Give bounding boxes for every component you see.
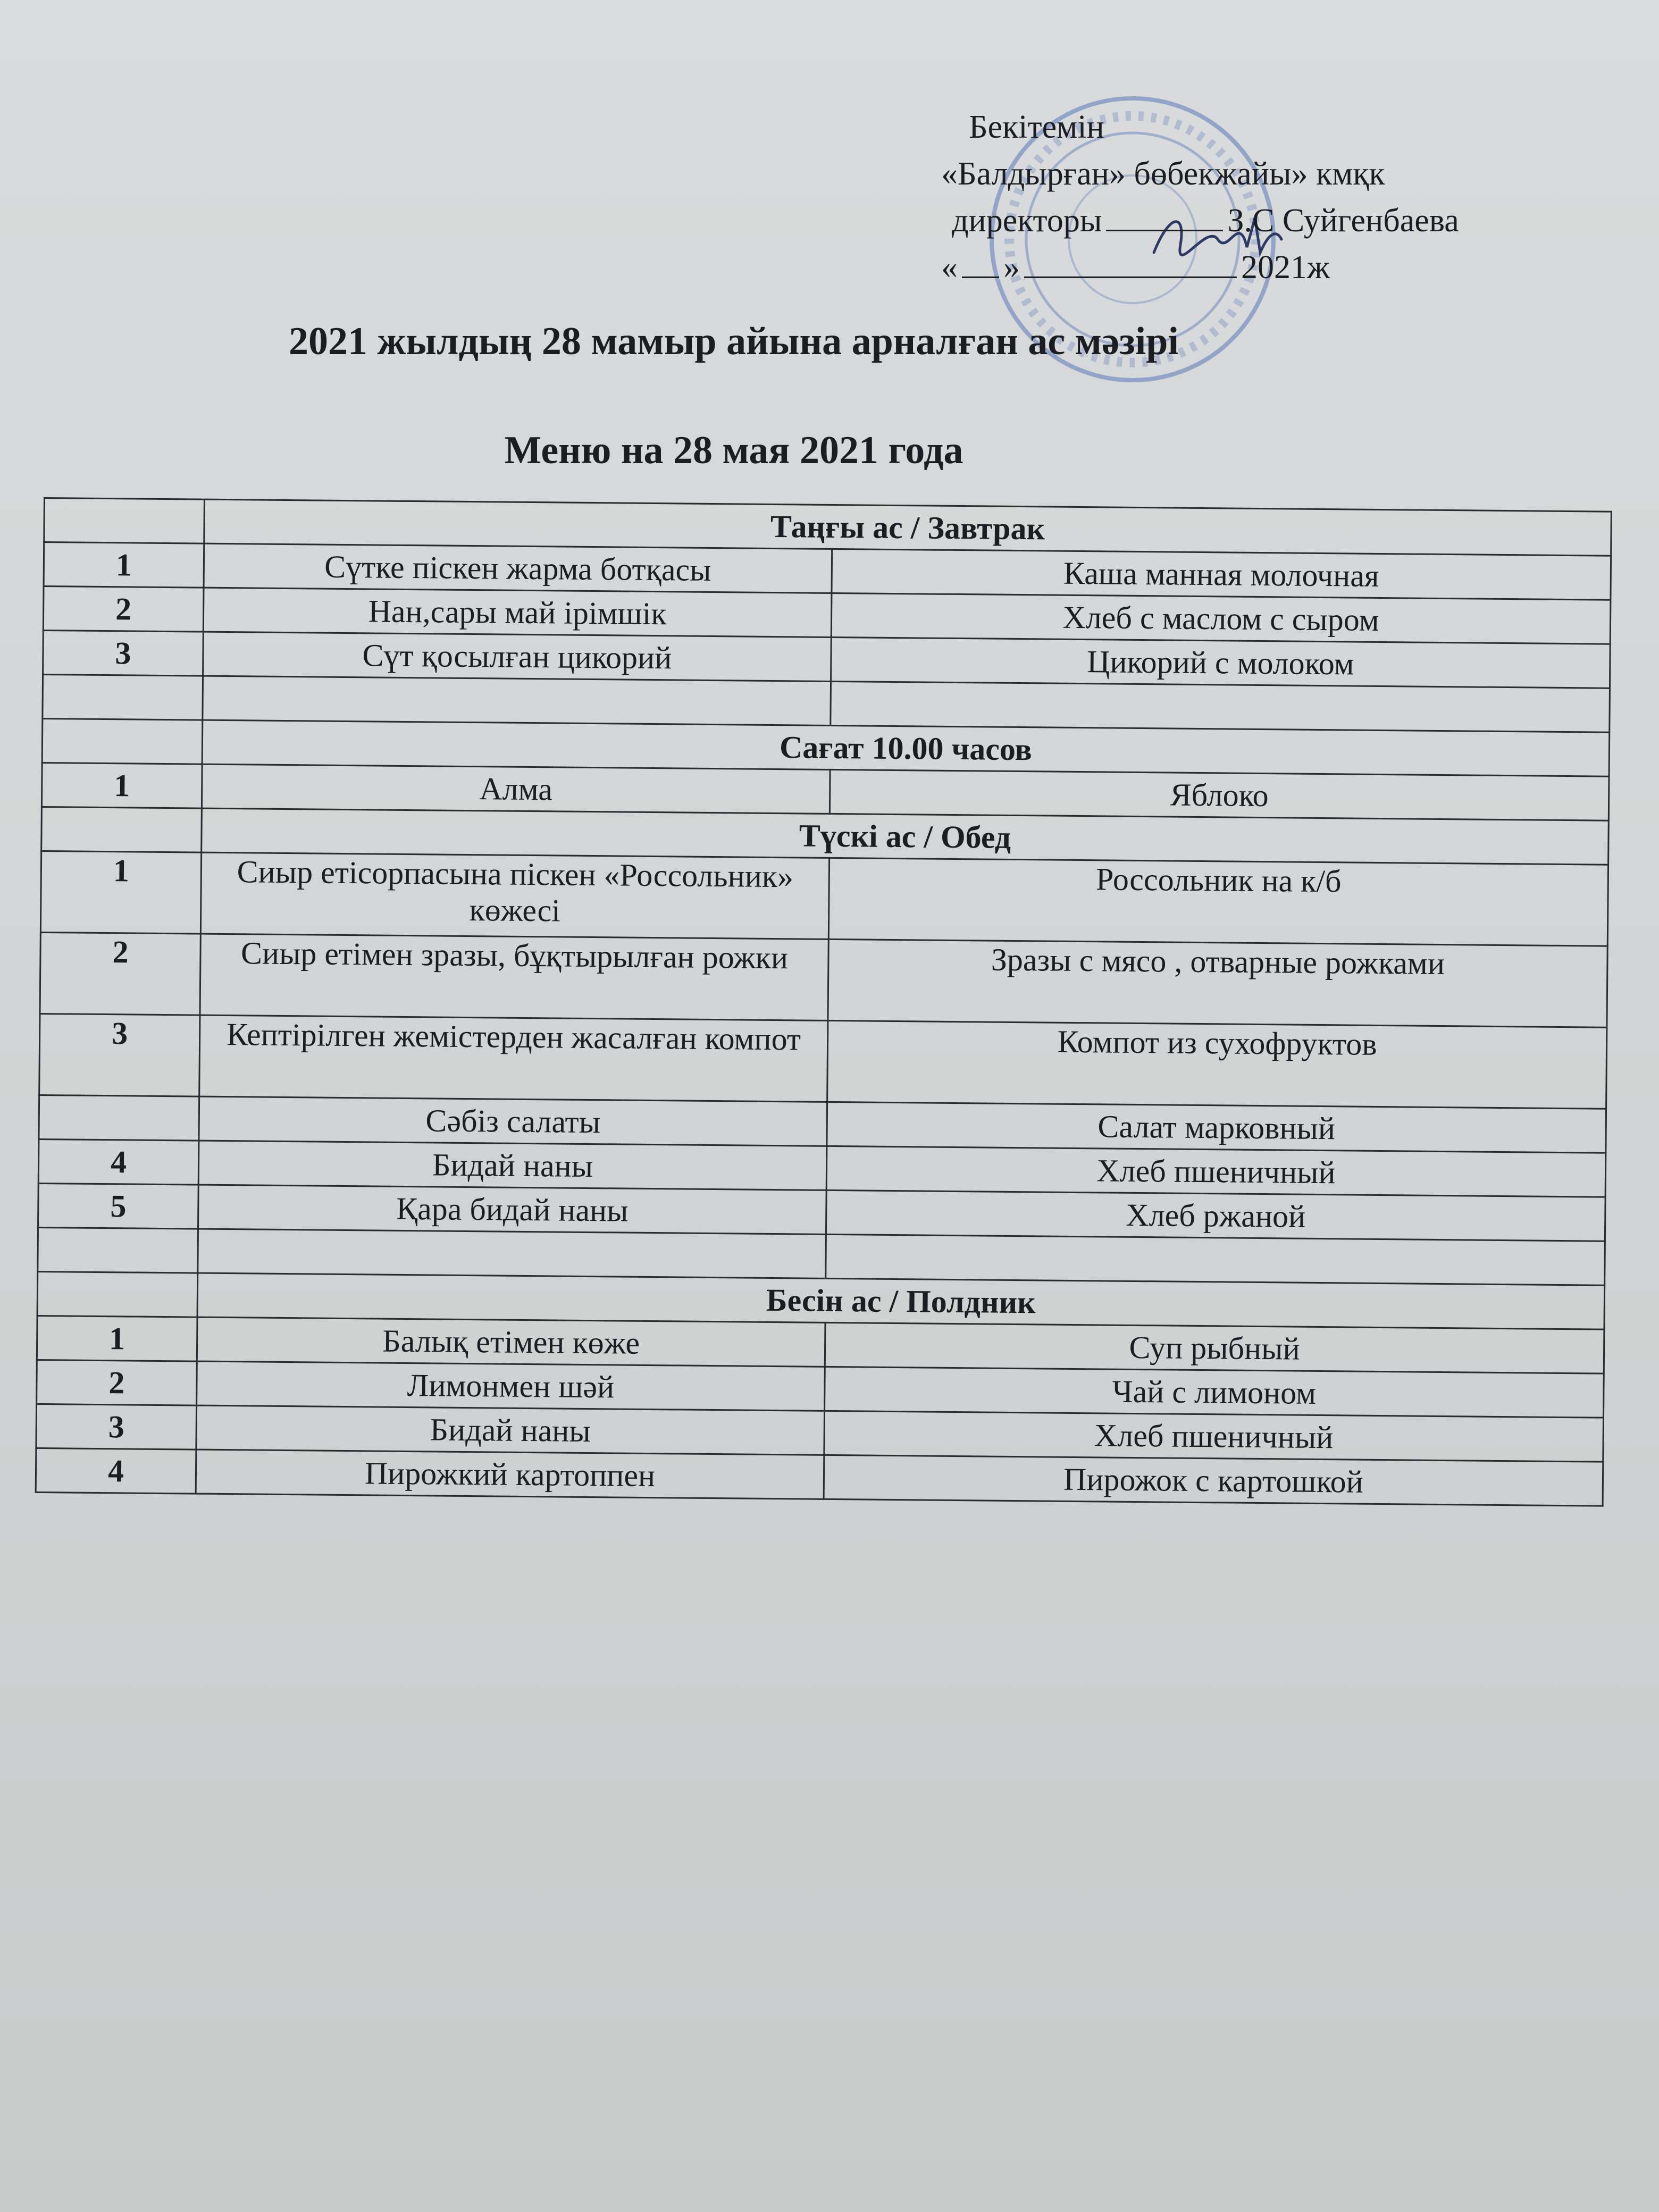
row-number: 3	[36, 1404, 197, 1449]
dish-kz: Сиыр етімен зразы, бұқтырылған рожки	[200, 934, 828, 1020]
row-number: 4	[36, 1448, 196, 1494]
dish-ru: Салат марковный	[827, 1102, 1606, 1153]
dish-kz: Сәбіз салаты	[199, 1096, 827, 1146]
dish-kz	[198, 1229, 826, 1278]
dish-ru: Чай с лимоном	[825, 1367, 1604, 1418]
approval-organization: «Балдырған» бөбекжайы» кмқк	[941, 156, 1385, 192]
dish-ru: Компот из сухофруктов	[827, 1020, 1607, 1109]
menu-row	[40, 932, 1607, 1027]
dish-ru: Россольник на к/б	[828, 858, 1608, 946]
director-name: З.С Суйгенбаева	[1227, 203, 1459, 239]
row-number: 2	[43, 586, 204, 632]
row-number	[43, 675, 203, 720]
date-year: 2021ж	[1241, 249, 1330, 286]
dish-kz: Қара бидай наны	[198, 1185, 827, 1234]
approval-title: Бекітемін	[969, 109, 1104, 145]
dish-ru	[831, 681, 1610, 732]
section-title: Түскі ас / Обед	[202, 808, 1609, 865]
dish-kz: Пирожкий картоппен	[196, 1449, 824, 1499]
date-month-line	[1024, 276, 1237, 278]
menu-row	[39, 1013, 1607, 1109]
dish-kz: Балық етімен көже	[197, 1317, 825, 1367]
section-blank-cell	[41, 807, 202, 852]
approval-date	[936, 244, 1627, 291]
dish-ru	[826, 1234, 1605, 1285]
approval-director	[936, 197, 1627, 244]
dish-kz: Нан,сары май ірімшік	[203, 588, 832, 637]
row-number: 1	[44, 542, 204, 588]
dish-kz: Лимонмен шәй	[197, 1361, 825, 1411]
dish-kz: Сүтке піскен жарма ботқасы	[204, 543, 832, 593]
dish-kz: Алма	[202, 764, 830, 814]
dish-ru: Каша манная молочная	[832, 549, 1611, 600]
dish-ru: Пирожок с картошкой	[824, 1455, 1603, 1506]
dish-ru: Суп рыбный	[825, 1322, 1604, 1373]
row-number: 1	[41, 763, 202, 808]
row-number: 5	[38, 1183, 199, 1229]
dish-ru: Хлеб ржаной	[826, 1190, 1605, 1241]
menu-title-ru: Меню на 28 мая 2021 года	[504, 429, 963, 472]
section-title: Таңғы ас / Завтрак	[204, 499, 1612, 556]
row-number: 4	[38, 1139, 199, 1185]
dish-kz: Сүт қосылған цикорий	[203, 632, 832, 681]
section-title: Сағат 10.00 часов	[202, 720, 1610, 776]
dish-ru: Цикорий с молоком	[831, 637, 1611, 688]
dish-ru: Яблоко	[830, 769, 1609, 820]
date-quote-open: «	[941, 249, 958, 286]
menu-title-kz: 2021 жылдың 28 мамыр айына арналған ас мәзірі	[289, 320, 1179, 363]
dish-kz: Бидай наны	[198, 1141, 827, 1190]
dish-ru: Хлеб с маслом с сыром	[831, 593, 1611, 644]
row-number	[38, 1227, 198, 1273]
row-number	[39, 1095, 199, 1141]
date-quote-close: »	[1003, 249, 1020, 286]
menu-table	[35, 497, 1612, 1507]
signature-line	[1106, 230, 1223, 231]
row-number: 1	[40, 851, 201, 934]
section-blank-cell	[44, 498, 205, 544]
dish-ru: Хлеб пшеничный	[824, 1411, 1604, 1462]
director-label: директоры	[952, 203, 1102, 239]
dish-kz: Кептірілген жемістерден жасалған компот	[199, 1015, 828, 1102]
row-number: 2	[40, 932, 200, 1015]
dish-kz: Бидай наны	[196, 1405, 825, 1455]
row-number: 1	[37, 1316, 197, 1361]
row-number: 3	[39, 1013, 200, 1096]
section-title: Бесін ас / Полдник	[197, 1273, 1605, 1329]
approval-block	[936, 104, 1627, 291]
row-number: 3	[43, 631, 204, 676]
date-day-line	[962, 276, 999, 278]
dish-ru: Хлеб пшеничный	[826, 1146, 1606, 1197]
dish-kz: Сиыр етісорпасына піскен «Россольник» көжесі	[200, 852, 829, 939]
section-blank-cell	[42, 718, 203, 764]
row-number: 2	[37, 1360, 197, 1405]
dish-kz	[203, 676, 831, 725]
menu-row	[40, 851, 1608, 946]
section-blank-cell	[37, 1271, 198, 1317]
dish-ru: Зразы с мясо , отварные рожками	[828, 939, 1607, 1027]
